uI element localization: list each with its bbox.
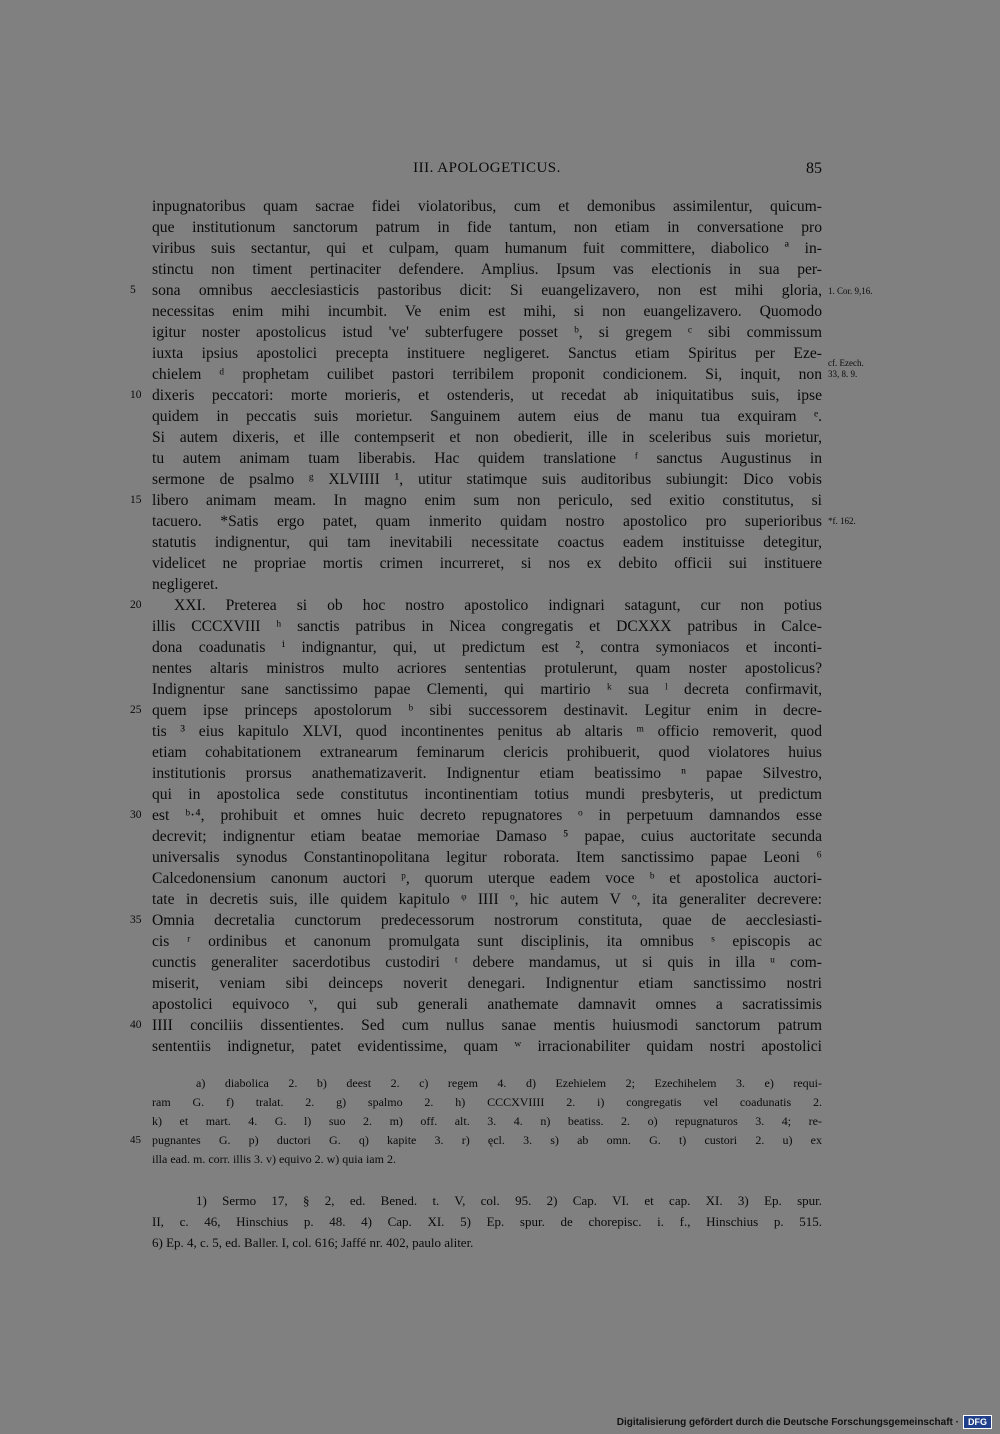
text-line: etiam cohabitationem extranearum feminarum clericis prohibuerit, quod violatores huius [152, 744, 822, 761]
margin-note: *f. 162. [828, 516, 856, 526]
funding-credit: Digitalisierung gefördert durch die Deutsche Forschungsgemeinschaft · [616, 1416, 959, 1428]
text-line: tacuero. *Satis ergo patet, quam inmerito quidam nostro apostolico pro superioribus [152, 513, 822, 530]
text-line: sona omnibus aecclesiasticis pastoribus dicit: Si euangelizavero, non est mihi gloria, [152, 282, 822, 299]
text-line: cunctis generaliter sacerdotibus custodiri ᵗ debere mandamus, ut si quis in illa ᵘ com- [152, 954, 822, 971]
text-line: videlicet ne propriae mortis crimen incurreret, si nos ex debito officii sui instituere [152, 555, 822, 572]
text-line: viribus suis sectantur, qui et culpam, quam humanum fuit committere, diabolico ª in- [152, 240, 822, 257]
text-line: iuxta ipsius apostolici precepta instituere negligeret. Sanctus etiam Spiritus per Eze- [152, 345, 822, 362]
text-line: universalis synodus Constantinopolitana legitur roborata. Item sanctissimo papae Leoni ⁶ [152, 849, 822, 866]
variant-line: pugnantes G. p) ductori G. q) kapite 3. r) ęcl. 3. s) ab omn. G. t) custori 2. u) ex [152, 1133, 822, 1147]
text-line: institutionis prorsus anathematizaverit. Indignentur etiam beatissimo ⁿ papae Silvestro, [152, 765, 822, 782]
text-line: que institutionum sanctorum patrum in fide tantum, non etiam in conversatione pro [152, 219, 822, 236]
variant-line: illa ead. m. corr. illis 3. v) equivo 2. w) quia iam 2. [152, 1152, 396, 1166]
line-number: 20 [130, 599, 142, 611]
line-number: 10 [130, 389, 142, 401]
dfg-logo: DFG [963, 1415, 992, 1429]
footnote-line: 1) Sermo 17, § 2, ed. Bened. t. V, col. 95. 2) Cap. VI. et cap. XI. 3) Ep. spur. [196, 1193, 822, 1208]
text-line: tate in decretis suis, ille quidem kapitulo ᵠ IIII ᵒ, hic autem V ᵒ, ita generaliter decrevere: [152, 891, 822, 908]
text-line: XXI. Preterea si ob hoc nostro apostolico indignari satagunt, cur non potius [174, 597, 822, 614]
text-line: qui in apostolica sede constitutus incontinentiam totius mundi presbyteris, ut predictum [152, 786, 822, 803]
text-line: stinctu non timent pertinaciter defendere. Amplius. Ipsum vas electionis in sua per- [152, 261, 822, 278]
text-line: Si autem dixeris, et ille contempserit et non obedierit, ille in sceleribus suis morietur, [152, 429, 822, 446]
text-line: cis ʳ ordinibus et canonum promulgata sunt disciplinis, ita omnibus ˢ episcopis ac [152, 933, 822, 950]
text-line: miserit, veniam sibi deinceps noverit denegari. Indignentur etiam sanctissimo nostri [152, 975, 822, 992]
margin-note: cf. Ezech. [828, 358, 864, 368]
text-line: chielem ᵈ prophetam cuilibet pastori terribilem proponit condicionem. Si, inquit, non [152, 366, 822, 383]
margin-note: 1. Cor. 9,16. [828, 286, 873, 296]
text-line: tu autem animam tuam liberabis. Hac quidem translatione ᶠ sanctus Augustinus in [152, 450, 822, 467]
text-line: inpugnatoribus quam sacrae fidei violatoribus, cum et demonibus assimilentur, quicum- [152, 198, 822, 215]
digitization-footer [617, 1414, 992, 1430]
text-line: IIII conciliis dissentientes. Sed cum nullus sanae mentis huiusmodi sanctorum patrum [152, 1017, 822, 1034]
text-line: Calcedonensium canonum auctori ᵖ, quorum uterque eadem voce ᵇ et apostolica auctori- [152, 870, 822, 887]
line-number: 15 [130, 494, 142, 506]
line-number: 25 [130, 704, 142, 716]
text-line: nentes altaris ministros multo acriores sententias protulerunt, quam noster apostolicus? [152, 660, 822, 677]
variant-line: k) et mart. 4. G. l) suo 2. m) off. alt. 3. 4. n) beatiss. 2. o) repugnaturos 3. 4; re- [152, 1114, 822, 1128]
text-line: libero animam meam. In magno enim sum non periculo, sed exitio constitutus, si [152, 492, 822, 509]
text-line: Indignentur sane sanctissimo papae Clementi, qui martirio ᵏ sua ˡ decreta confirmavit, [152, 681, 822, 698]
text-line: necessitas enim mihi incumbit. Ve enim est mihi, si non euangelizavero. Quomodo [152, 303, 822, 320]
text-line: dixeris peccatori: morte morieris, et ostenderis, ut recedat ab iniquitatibus suis, ipse [152, 387, 822, 404]
line-number: 30 [130, 809, 142, 821]
text-line: decrevit; indignentur etiam beatae memoriae Damaso ⁵ papae, cuius auctoritate secunda [152, 828, 822, 845]
text-line: statutis indignentur, qui tam inevitabili necessitate coactus eadem instituisse detegitur, [152, 534, 822, 551]
line-number: 35 [130, 914, 142, 926]
running-header [152, 160, 822, 182]
text-line: sermone de psalmo ᵍ XLVIIII ¹, utitur statimque suis auditoribus subiungit: Dico vobis [152, 471, 822, 488]
text-line: est ᵇ·⁴, prohibuit et omnes huic decreto repugnatores ᵒ in perpetuum damnandos esse [152, 807, 822, 824]
variant-line: ram G. f) tralat. 2. g) spalmo 2. h) CCCXVIIII 2. i) congregatis vel coadunatis 2. [152, 1095, 822, 1109]
footnote-line: 6) Ep. 4, c. 5, ed. Baller. I, col. 616; Jaffé nr. 402, paulo aliter. [152, 1235, 474, 1250]
text-line: quem ipse princeps apostolorum ᵇ sibi successorem destinavit. Legitur enim in decre- [152, 702, 822, 719]
text-line: quidem in peccatis suis morietur. Sanguinem autem eius de manu tua exquiram ᵉ. [152, 408, 822, 425]
line-number: 45 [130, 1134, 141, 1146]
line-number: 5 [130, 284, 136, 296]
text-line: negligeret. [152, 576, 219, 593]
text-line: igitur noster apostolicus istud 've' subterfugere posset ᵇ, si gregem ᶜ sibi commissum [152, 324, 822, 341]
margin-note: 33, 8. 9. [828, 369, 858, 379]
line-number: 40 [130, 1019, 142, 1031]
text-line: Omnia decretalia cunctorum predecessorum nostrorum constituta, quae de aecclesiasti- [152, 912, 822, 929]
text-line: sententiis indignetur, patet evidentissime, quam ʷ irracionabiliter quidam nostri apostolici [152, 1038, 822, 1055]
text-line: tis ³ eius kapitulo XLVI, quod incontinentes penitus ab altaris ᵐ officio removerit, quod [152, 723, 822, 740]
text-line: illis CCCXVIII ʰ sanctis patribus in Nicea congregatis et DCXXX patribus in Calce- [152, 618, 822, 635]
text-line: apostolici equivoco ᵛ, qui sub generali anathemate damnavit omnes a sacratissimis [152, 996, 822, 1013]
text-line: dona coadunatis ⁱ indignantur, qui, ut predictum est ², contra symoniacos et inconti- [152, 639, 822, 656]
running-title: III. APOLOGETICUS. [413, 160, 561, 176]
variant-line: a) diabolica 2. b) deest 2. c) regem 4. d) Ezehielem 2; Ezechihelem 3. e) requi- [196, 1076, 822, 1090]
footnote-line: II, c. 46, Hinschius p. 48. 4) Cap. XI. 5) Ep. spur. de chorepisc. i. f., Hinschius p. 515. [152, 1214, 822, 1229]
page-number: 85 [806, 160, 822, 177]
